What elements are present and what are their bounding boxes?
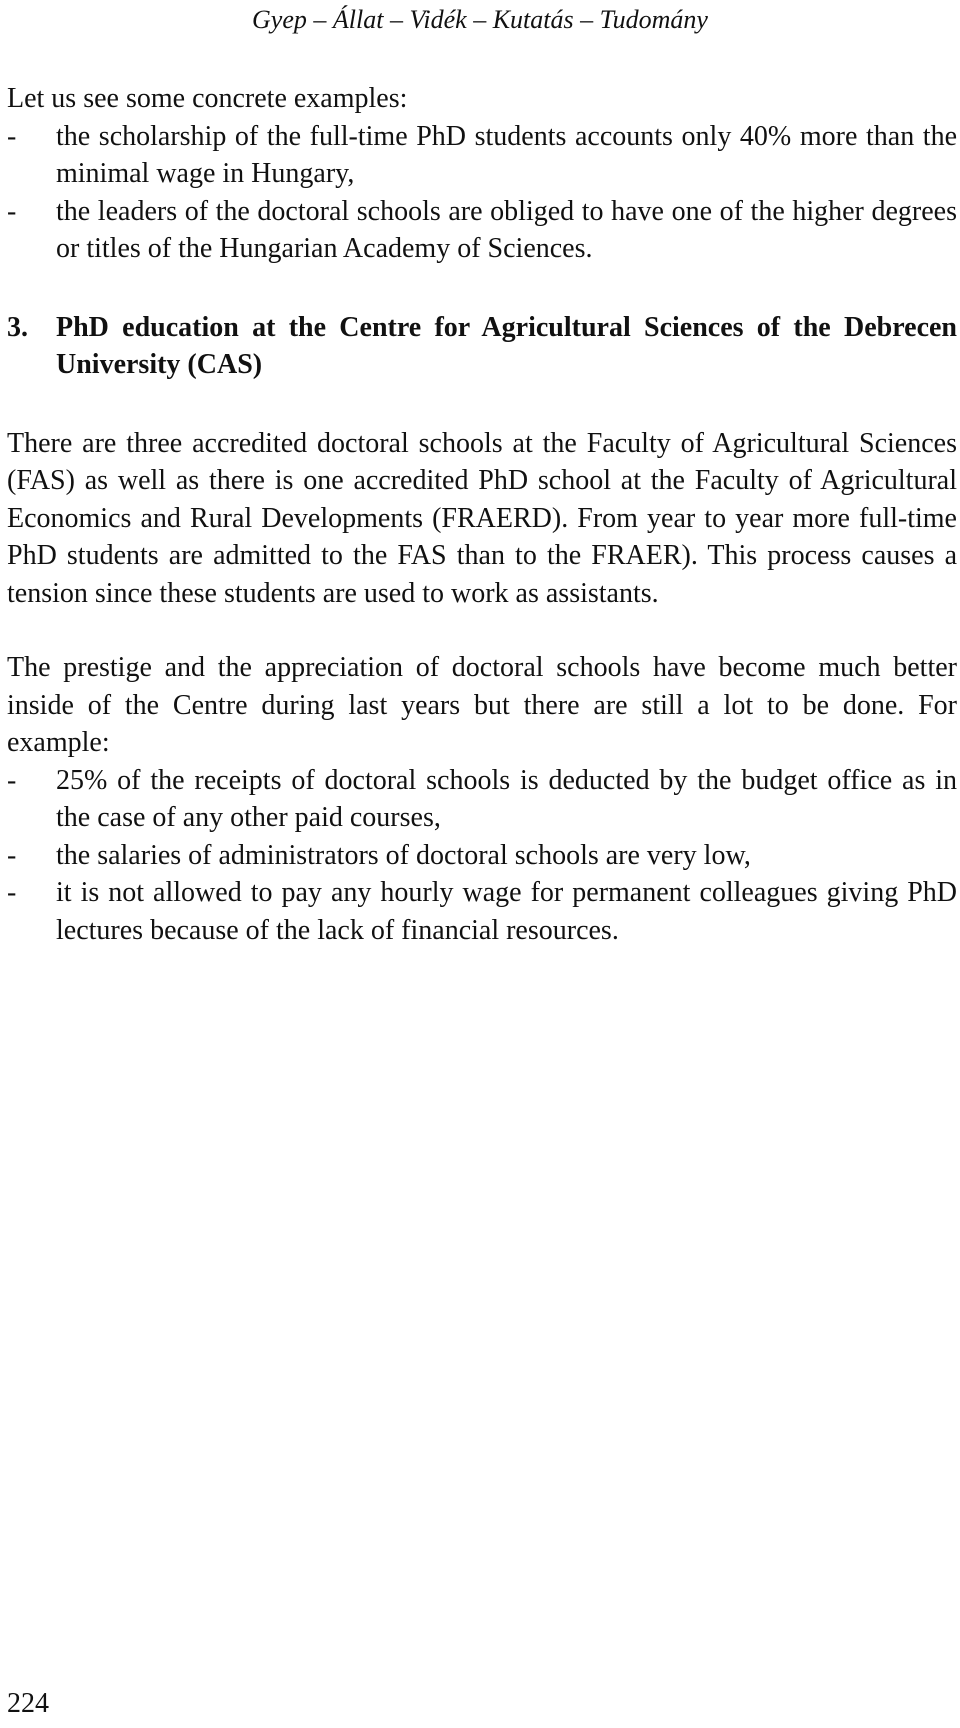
problems-list bbox=[7, 762, 957, 950]
list-item bbox=[7, 874, 957, 949]
list-item-text: it is not allowed to pay any hourly wage for permanent colleagues giving PhD lectures because of the lack of financial resources. bbox=[56, 877, 957, 946]
list-item bbox=[7, 762, 957, 837]
list-item-text: the salaries of administrators of doctoral schools are very low, bbox=[56, 839, 751, 871]
running-header: Gyep – Állat – Vidék – Kutatás – Tudomány bbox=[252, 5, 708, 34]
list-item bbox=[7, 837, 957, 875]
list-item-text: the scholarship of the full-time PhD students accounts only 40% more than the minimal wage in Hungary, bbox=[56, 120, 957, 189]
list-dash: - bbox=[7, 120, 17, 152]
list-dash: - bbox=[7, 764, 17, 796]
examples-intro: Let us see some concrete examples: bbox=[7, 83, 408, 114]
list-item-text: 25% of the receipts of doctoral schools is deducted by the budget office as in the case of any other paid courses, bbox=[56, 764, 957, 833]
list-item bbox=[7, 118, 957, 193]
paragraph-prestige: The prestige and the appreciation of doctoral schools have become much better inside of the Centre during last years but there are still a lot to be done. For example: bbox=[7, 652, 957, 758]
list-item-text: the leaders of the doctoral schools are obliged to have one of the higher degrees or titles of the Hungarian Academy of Sciences. bbox=[56, 195, 957, 264]
list-dash: - bbox=[7, 195, 17, 227]
page-number: 224 bbox=[7, 1688, 49, 1719]
list-dash: - bbox=[7, 877, 17, 908]
list-item bbox=[7, 193, 957, 268]
section-title: PhD education at the Centre for Agricultural Sciences of the Debrecen University (CAS) bbox=[56, 311, 957, 380]
section-number: 3. bbox=[7, 311, 28, 343]
examples-list bbox=[7, 118, 957, 268]
paragraph-doctoral-schools: There are three accredited doctoral schools at the Faculty of Agricultural Sciences (FAS) as well as there is one accredited PhD school at the Faculty of Agricultural Economics and Rural Developments (FRAERD). From year to year more full-time PhD students are admitted to the FAS than to the FRAER). This process causes a tension since these students are used to work as assistants. bbox=[7, 427, 957, 609]
list-dash: - bbox=[7, 839, 17, 871]
section-heading bbox=[7, 309, 957, 384]
page-content bbox=[7, 80, 957, 949]
